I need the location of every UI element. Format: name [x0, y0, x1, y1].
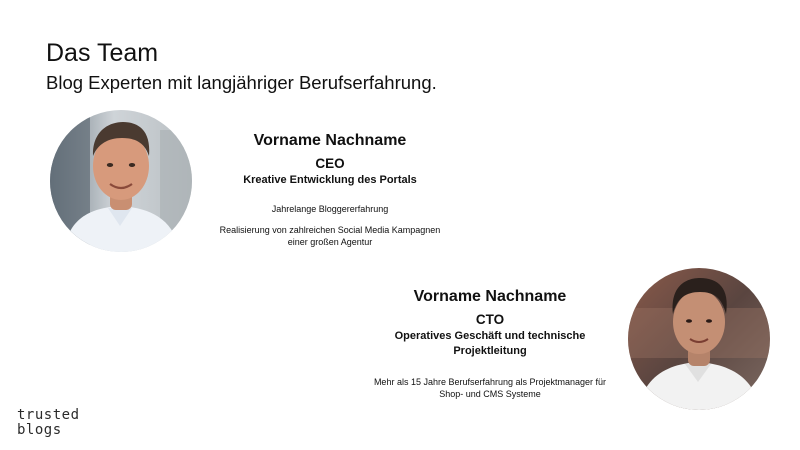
member-focus: Kreative Entwicklung des Portals	[243, 174, 417, 186]
team-member-cto	[372, 287, 608, 400]
member-detail: Jahrelange Bloggererfahrung	[271, 204, 389, 214]
member-detail: Realisierung von zahlreichen Social Media Kampagnen einer großen Agentur	[219, 225, 441, 247]
slide-subtitle: Blog Experten mit langjähriger Berufserfahrung.	[46, 72, 437, 93]
team-member-ceo	[210, 131, 450, 248]
member-role: CEO	[315, 156, 345, 171]
member-name: Vorname Nachname	[253, 132, 407, 149]
member-role: CTO	[475, 312, 505, 327]
trusted-blogs-logo	[17, 408, 80, 438]
logo-line-2: blogs	[17, 422, 62, 438]
ceo-photo	[50, 110, 192, 252]
logo-line-1: trusted	[17, 407, 80, 423]
cto-photo	[628, 268, 770, 410]
member-detail: Mehr als 15 Jahre Berufserfahrung als Projektmanager für Shop- und CMS Systeme	[373, 377, 607, 399]
person-photo-icon	[50, 110, 192, 252]
person-photo-icon	[628, 268, 770, 410]
member-name: Vorname Nachname	[413, 288, 567, 305]
slide-title: Das Team	[46, 39, 159, 67]
member-focus: Operatives Geschäft und technische Projektleitung	[394, 330, 586, 357]
